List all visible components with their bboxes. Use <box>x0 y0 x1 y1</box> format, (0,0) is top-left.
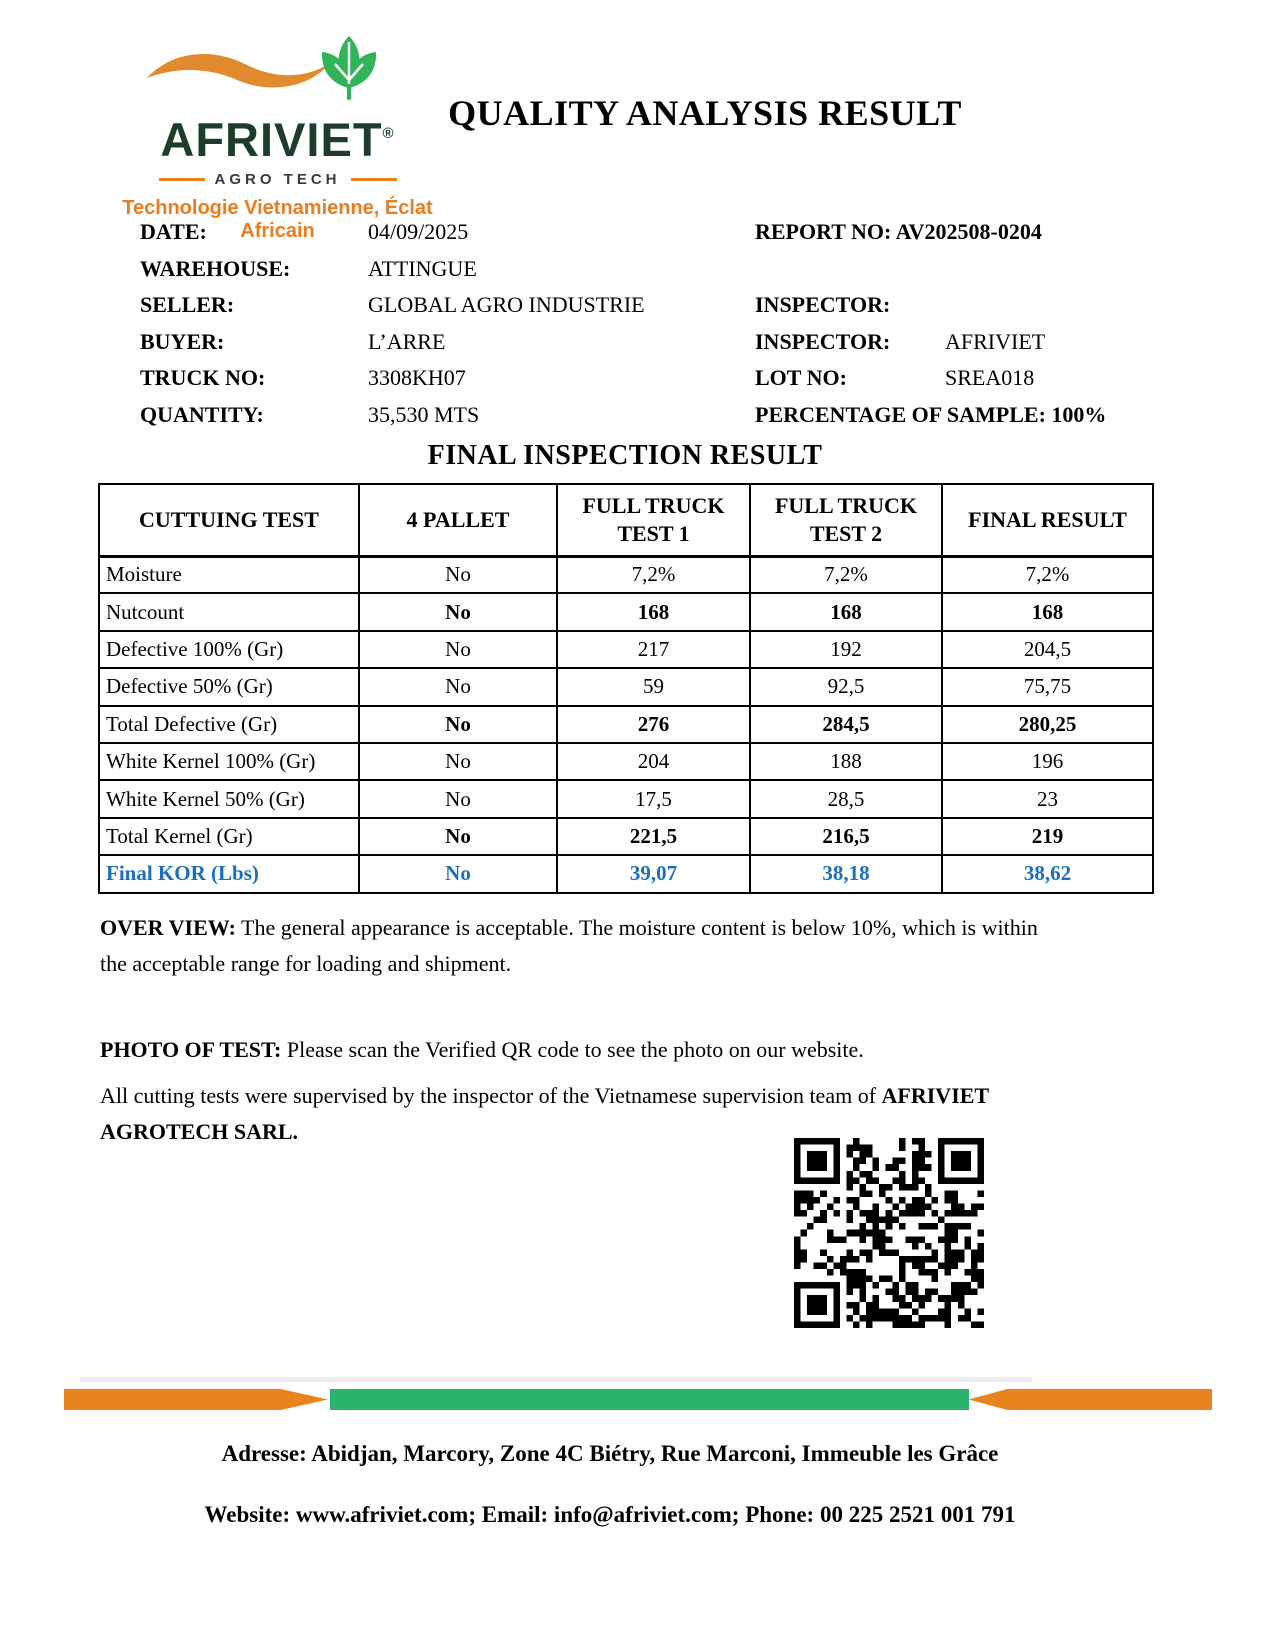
value-cell: 28,5 <box>750 780 942 817</box>
value-cell: No <box>359 668 557 705</box>
left-dash <box>159 178 205 181</box>
divider-line <box>80 1377 1032 1382</box>
inspector1-label: INSPECTOR: <box>755 292 891 318</box>
right-dash <box>351 178 397 181</box>
buyer-label: BUYER: <box>140 328 225 354</box>
photo-of-test-label: PHOTO OF TEST: <box>100 1037 282 1062</box>
meta-row-quantity <box>140 397 730 434</box>
header-4-pallet: 4 PALLET <box>359 484 557 556</box>
value-cell: 188 <box>750 743 942 780</box>
report-no-label: REPORT NO: AV202508-0204 <box>755 219 1042 245</box>
header-full-truck-test-2: FULL TRUCK TEST 2 <box>750 484 942 556</box>
value-cell: 280,25 <box>942 706 1153 743</box>
value-cell: 92,5 <box>750 668 942 705</box>
meta-row-blank <box>755 251 1225 288</box>
header-cutting-test: CUTTUING TEST <box>99 484 359 556</box>
table-row <box>99 780 1153 817</box>
registered-mark: ® <box>382 125 395 142</box>
meta-row-warehouse <box>140 251 730 288</box>
quantity-label: QUANTITY: <box>140 401 264 427</box>
meta-row-lot-no <box>755 360 1225 397</box>
value-cell: 7,2% <box>557 556 750 593</box>
seller-value: GLOBAL AGRO INDUSTRIE <box>368 292 645 318</box>
meta-row-seller <box>140 287 730 324</box>
buyer-value: L’ARRE <box>368 328 446 354</box>
logo-leaf-swoosh-icon <box>133 26 423 116</box>
photo-of-test-paragraph <box>100 1032 1100 1068</box>
test-name-cell: Final KOR (Lbs) <box>99 855 359 892</box>
value-cell: No <box>359 556 557 593</box>
value-cell: 59 <box>557 668 750 705</box>
value-cell: 7,2% <box>750 556 942 593</box>
footer-contact: Website: www.afriviet.com; Email: info@afriviet.com; Phone: 00 225 2521 001 791 <box>204 1502 1016 1527</box>
value-cell: 75,75 <box>942 668 1153 705</box>
value-cell: 17,5 <box>557 780 750 817</box>
value-cell: No <box>359 780 557 817</box>
page-title: QUALITY ANALYSIS RESULT <box>448 93 962 133</box>
ribbon-orange-right-arrow <box>969 1389 1212 1410</box>
ribbon-green-band <box>330 1389 968 1410</box>
meta-row-inspector-1 <box>755 287 1225 324</box>
test-name-cell: Total Defective (Gr) <box>99 706 359 743</box>
value-cell: No <box>359 743 557 780</box>
table-row <box>99 593 1153 630</box>
ribbon-orange-left-arrow <box>64 1389 328 1410</box>
logo-tagline: Technologie Vietnamienne, Éclat Africain <box>122 197 433 242</box>
value-cell: 23 <box>942 780 1153 817</box>
meta-row-inspector-2 <box>755 324 1225 361</box>
value-cell: No <box>359 855 557 892</box>
date-value: 04/09/2025 <box>368 219 469 245</box>
test-name-cell: White Kernel 50% (Gr) <box>99 780 359 817</box>
meta-row-report-no <box>755 214 1225 251</box>
meta-left-column <box>140 214 730 433</box>
brand-name: AFRIVIET® <box>160 113 395 166</box>
value-cell: 284,5 <box>750 706 942 743</box>
value-cell: 216,5 <box>750 818 942 855</box>
overview-label: OVER VIEW: <box>100 915 236 940</box>
value-cell: No <box>359 818 557 855</box>
value-cell: No <box>359 706 557 743</box>
table-row <box>99 556 1153 593</box>
value-cell: No <box>359 631 557 668</box>
value-cell: 7,2% <box>942 556 1153 593</box>
test-name-cell: Total Kernel (Gr) <box>99 818 359 855</box>
afriviet-logo <box>105 26 450 243</box>
final-inspection-result-title: FINAL INSPECTION RESULT <box>427 440 823 471</box>
value-cell: 204,5 <box>942 631 1153 668</box>
value-cell: 168 <box>557 593 750 630</box>
truck-no-label: TRUCK NO: <box>140 365 266 391</box>
inspection-results-table <box>98 483 1154 894</box>
quantity-value: 35,530 MTS <box>368 401 480 427</box>
warehouse-label: WAREHOUSE: <box>140 255 291 281</box>
photo-of-test-text: Please scan the Verified QR code to see the photo on our website. <box>281 1037 864 1062</box>
test-name-cell: Moisture <box>99 556 359 593</box>
sample-percentage-label: PERCENTAGE OF SAMPLE: 100% <box>755 401 1107 427</box>
table-row <box>99 668 1153 705</box>
value-cell: 168 <box>942 593 1153 630</box>
value-cell: 219 <box>942 818 1153 855</box>
value-cell: 39,07 <box>557 855 750 892</box>
lot-no-label: LOT NO: <box>755 365 847 391</box>
test-name-cell: Defective 100% (Gr) <box>99 631 359 668</box>
footer-ribbon <box>64 1389 1212 1410</box>
date-label: DATE: <box>140 219 207 245</box>
value-cell: 204 <box>557 743 750 780</box>
meta-row-sample-percentage <box>755 397 1225 434</box>
meta-row-buyer <box>140 324 730 361</box>
header-row <box>99 484 1153 556</box>
meta-right-column <box>755 214 1225 433</box>
table-row <box>99 818 1153 855</box>
value-cell: No <box>359 593 557 630</box>
overview-paragraph <box>100 910 1065 981</box>
agro-tech-line <box>105 171 450 188</box>
value-cell: 192 <box>750 631 942 668</box>
test-name-cell: White Kernel 100% (Gr) <box>99 743 359 780</box>
supervision-company-name: AFRIVIET AGROTECH SARL. <box>100 1083 989 1144</box>
value-cell: 196 <box>942 743 1153 780</box>
agro-tech-label: AGRO TECH <box>214 171 341 188</box>
meta-row-date <box>140 214 730 251</box>
value-cell: 168 <box>750 593 942 630</box>
inspector2-label: INSPECTOR: <box>755 328 891 354</box>
header-final-result: FINAL RESULT <box>942 484 1153 556</box>
table-row <box>99 706 1153 743</box>
inspector2-value: AFRIVIET <box>945 328 1046 354</box>
seller-label: SELLER: <box>140 292 235 318</box>
test-name-cell: Defective 50% (Gr) <box>99 668 359 705</box>
value-cell: 276 <box>557 706 750 743</box>
value-cell: 221,5 <box>557 818 750 855</box>
test-name-cell: Nutcount <box>99 593 359 630</box>
footer-address: Adresse: Abidjan, Marcory, Zone 4C Biétry, Rue Marconi, Immeuble les Grâce <box>221 1441 999 1466</box>
results-table-body <box>99 556 1153 893</box>
table-row <box>99 631 1153 668</box>
qr-code <box>789 1138 989 1328</box>
truck-no-value: 3308KH07 <box>368 365 466 391</box>
value-cell: 38,62 <box>942 855 1153 892</box>
value-cell: 38,18 <box>750 855 942 892</box>
warehouse-value: ATTINGUE <box>368 255 477 281</box>
value-cell: 217 <box>557 631 750 668</box>
table-row <box>99 855 1153 892</box>
table-header <box>99 484 1153 556</box>
overview-text: The general appearance is acceptable. The moisture content is below 10%, which is within the acceptable range for loading and shipment. <box>100 915 1038 976</box>
meta-row-truck-no <box>140 360 730 397</box>
header-full-truck-test-1: FULL TRUCK TEST 1 <box>557 484 750 556</box>
lot-no-value: SREA018 <box>945 365 1035 391</box>
table-row <box>99 743 1153 780</box>
supervision-text: All cutting tests were supervised by the inspector of the Vietnamese supervision team of <box>100 1083 882 1108</box>
